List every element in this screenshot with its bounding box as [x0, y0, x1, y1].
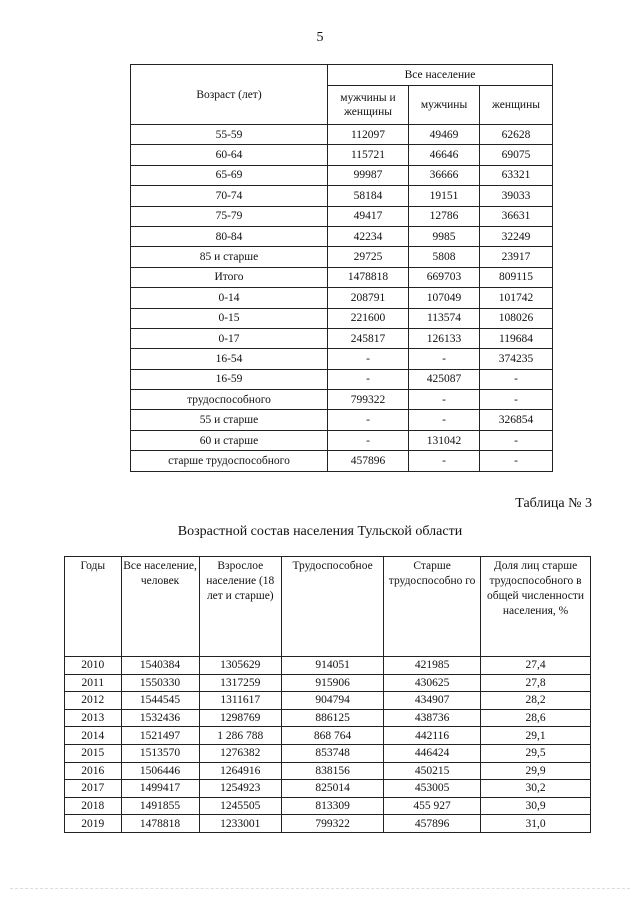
table-cell: 5808: [409, 247, 480, 267]
table-cell: 2017: [65, 780, 122, 798]
table-row: [65, 744, 591, 762]
women-header: женщины: [480, 86, 553, 125]
all-population-header: Все население: [328, 65, 553, 86]
table-cell: 16-54: [131, 349, 328, 369]
table-row: [131, 410, 553, 430]
table-row: [131, 349, 553, 369]
table-row: [131, 206, 553, 226]
table-cell: -: [328, 369, 409, 389]
table-cell: старше трудоспособного: [131, 451, 328, 471]
table-cell: 914051: [282, 657, 384, 675]
table-cell: -: [328, 349, 409, 369]
table-cell: 32249: [480, 226, 553, 246]
table-cell: 1513570: [121, 744, 199, 762]
table-cell: 421985: [384, 657, 481, 675]
table-cell: 809115: [480, 267, 553, 287]
table-cell: 1478818: [328, 267, 409, 287]
table-cell: 1499417: [121, 780, 199, 798]
table-cell: 12786: [409, 206, 480, 226]
table-cell: 101742: [480, 288, 553, 308]
table-cell: 430625: [384, 674, 481, 692]
table-number-label: Таблица № 3: [515, 496, 592, 511]
table-cell: 799322: [282, 815, 384, 833]
table-row: [131, 328, 553, 348]
table-title: Возрастной состав населения Тульской области: [177, 524, 463, 539]
table-cell: 2011: [65, 674, 122, 692]
table-cell: -: [409, 349, 480, 369]
table-row: [65, 797, 591, 815]
table-cell: 9985: [409, 226, 480, 246]
table-cell: 115721: [328, 145, 409, 165]
table-cell: 30,9: [481, 797, 591, 815]
table-cell: 1506446: [121, 762, 199, 780]
table-row: [131, 369, 553, 389]
table-cell: 868 764: [282, 727, 384, 745]
table-cell: 126133: [409, 328, 480, 348]
table-cell: 374235: [480, 349, 553, 369]
table-row: [131, 226, 553, 246]
table-cell: 69075: [480, 145, 553, 165]
table-cell: 16-59: [131, 369, 328, 389]
table-row: [131, 145, 553, 165]
table-cell: 0-17: [131, 328, 328, 348]
table-cell: 442116: [384, 727, 481, 745]
page-number: 5: [316, 30, 324, 45]
table-cell: 245817: [328, 328, 409, 348]
table-cell: 1544545: [121, 692, 199, 710]
table-cell: -: [480, 369, 553, 389]
column-header: Доля лиц старше трудоспособного в общей численности населения, %: [481, 557, 591, 657]
table-cell: 2013: [65, 709, 122, 727]
table-row: [65, 762, 591, 780]
table-cell: 55 и старше: [131, 410, 328, 430]
table-cell: -: [480, 430, 553, 450]
age-composition-table: [64, 556, 591, 833]
table-cell: 1317259: [199, 674, 282, 692]
table-cell: 1305629: [199, 657, 282, 675]
table-cell: 60-64: [131, 145, 328, 165]
table-cell: -: [409, 451, 480, 471]
table-cell: -: [409, 390, 480, 410]
table-row: [131, 308, 553, 328]
table-cell: 0-15: [131, 308, 328, 328]
table-cell: 669703: [409, 267, 480, 287]
table-row: [131, 165, 553, 185]
both-sexes-header: мужчины и женщины: [328, 86, 409, 125]
table-cell: 29,9: [481, 762, 591, 780]
table-cell: 28,2: [481, 692, 591, 710]
table-cell: 1245505: [199, 797, 282, 815]
age-composition-body: [65, 657, 591, 833]
table-cell: 1540384: [121, 657, 199, 675]
table-cell: 1491855: [121, 797, 199, 815]
table-cell: 1311617: [199, 692, 282, 710]
table-row: [65, 657, 591, 675]
table-cell: 36666: [409, 165, 480, 185]
table-row: [131, 267, 553, 287]
table-cell: -: [480, 451, 553, 471]
table-cell: 39033: [480, 186, 553, 206]
table-cell: 455 927: [384, 797, 481, 815]
table-cell: 63321: [480, 165, 553, 185]
table-cell: 99987: [328, 165, 409, 185]
table-cell: 813309: [282, 797, 384, 815]
table-cell: 70-74: [131, 186, 328, 206]
table-cell: 2019: [65, 815, 122, 833]
table-cell: 1 286 788: [199, 727, 282, 745]
table-row: [131, 125, 553, 145]
table-cell: 1478818: [121, 815, 199, 833]
table-cell: 1550330: [121, 674, 199, 692]
column-header: Трудоспособное: [282, 557, 384, 657]
table-cell: 119684: [480, 328, 553, 348]
table-cell: 2018: [65, 797, 122, 815]
table-cell: 62628: [480, 125, 553, 145]
table-cell: 42234: [328, 226, 409, 246]
footer-divider: [10, 888, 630, 889]
table-cell: 108026: [480, 308, 553, 328]
table-cell: 49417: [328, 206, 409, 226]
table-cell: 75-79: [131, 206, 328, 226]
table-cell: 27,4: [481, 657, 591, 675]
table-cell: 23917: [480, 247, 553, 267]
table-cell: 19151: [409, 186, 480, 206]
table-cell: 30,2: [481, 780, 591, 798]
table-cell: 85 и старше: [131, 247, 328, 267]
table-cell: 60 и старше: [131, 430, 328, 450]
table-cell: -: [480, 390, 553, 410]
table-cell: 2016: [65, 762, 122, 780]
table-cell: 457896: [384, 815, 481, 833]
table-row: [131, 288, 553, 308]
table-cell: 2015: [65, 744, 122, 762]
column-header: Годы: [65, 557, 122, 657]
table-cell: 29,1: [481, 727, 591, 745]
column-header: Старше трудоспособно го: [384, 557, 481, 657]
table-row: [131, 186, 553, 206]
table-cell: 113574: [409, 308, 480, 328]
table-cell: 1521497: [121, 727, 199, 745]
men-header: мужчины: [409, 86, 480, 125]
table-cell: 425087: [409, 369, 480, 389]
table-cell: 55-59: [131, 125, 328, 145]
column-header: Все население, человек: [121, 557, 199, 657]
table-cell: 1298769: [199, 709, 282, 727]
table-cell: -: [328, 410, 409, 430]
table-cell: 886125: [282, 709, 384, 727]
table-cell: 1233001: [199, 815, 282, 833]
table-cell: 58184: [328, 186, 409, 206]
table-row: [131, 247, 553, 267]
table-cell: 29725: [328, 247, 409, 267]
table-cell: -: [409, 410, 480, 430]
table-cell: 208791: [328, 288, 409, 308]
table-cell: 29,5: [481, 744, 591, 762]
table-cell: 1532436: [121, 709, 199, 727]
table-cell: 28,6: [481, 709, 591, 727]
table-cell: 31,0: [481, 815, 591, 833]
table-cell: 326854: [480, 410, 553, 430]
age-structure-table: [130, 64, 553, 472]
table-cell: 853748: [282, 744, 384, 762]
table-cell: 46646: [409, 145, 480, 165]
table-cell: 457896: [328, 451, 409, 471]
table-row: [65, 692, 591, 710]
table-cell: 65-69: [131, 165, 328, 185]
table-cell: 434907: [384, 692, 481, 710]
table-cell: 915906: [282, 674, 384, 692]
table-cell: 80-84: [131, 226, 328, 246]
table-cell: 1276382: [199, 744, 282, 762]
table-row: [131, 451, 553, 471]
table-cell: 2012: [65, 692, 122, 710]
column-header: Взрослое население (18 лет и старше): [199, 557, 282, 657]
table-cell: -: [328, 430, 409, 450]
table-cell: 131042: [409, 430, 480, 450]
table-cell: 825014: [282, 780, 384, 798]
table-cell: 1264916: [199, 762, 282, 780]
table-cell: 221600: [328, 308, 409, 328]
table-row: [131, 390, 553, 410]
table-cell: Итого: [131, 267, 328, 287]
table-cell: 2014: [65, 727, 122, 745]
table-row: [65, 674, 591, 692]
table-cell: 27,8: [481, 674, 591, 692]
table-cell: 1254923: [199, 780, 282, 798]
table-cell: 453005: [384, 780, 481, 798]
table-cell: 838156: [282, 762, 384, 780]
table-cell: 36631: [480, 206, 553, 226]
table-cell: 112097: [328, 125, 409, 145]
age-header: Возраст (лет): [131, 65, 328, 125]
table-cell: трудоспособного: [131, 390, 328, 410]
table-cell: 2010: [65, 657, 122, 675]
table-cell: 904794: [282, 692, 384, 710]
table-cell: 107049: [409, 288, 480, 308]
table-cell: 0-14: [131, 288, 328, 308]
table-row: [65, 727, 591, 745]
table-cell: 799322: [328, 390, 409, 410]
table-row: [65, 815, 591, 833]
table-cell: 446424: [384, 744, 481, 762]
table-row: [65, 709, 591, 727]
age-structure-body: [131, 125, 553, 472]
table-cell: 450215: [384, 762, 481, 780]
table-cell: 49469: [409, 125, 480, 145]
table-row: [131, 430, 553, 450]
table-cell: 438736: [384, 709, 481, 727]
table-row: [65, 780, 591, 798]
